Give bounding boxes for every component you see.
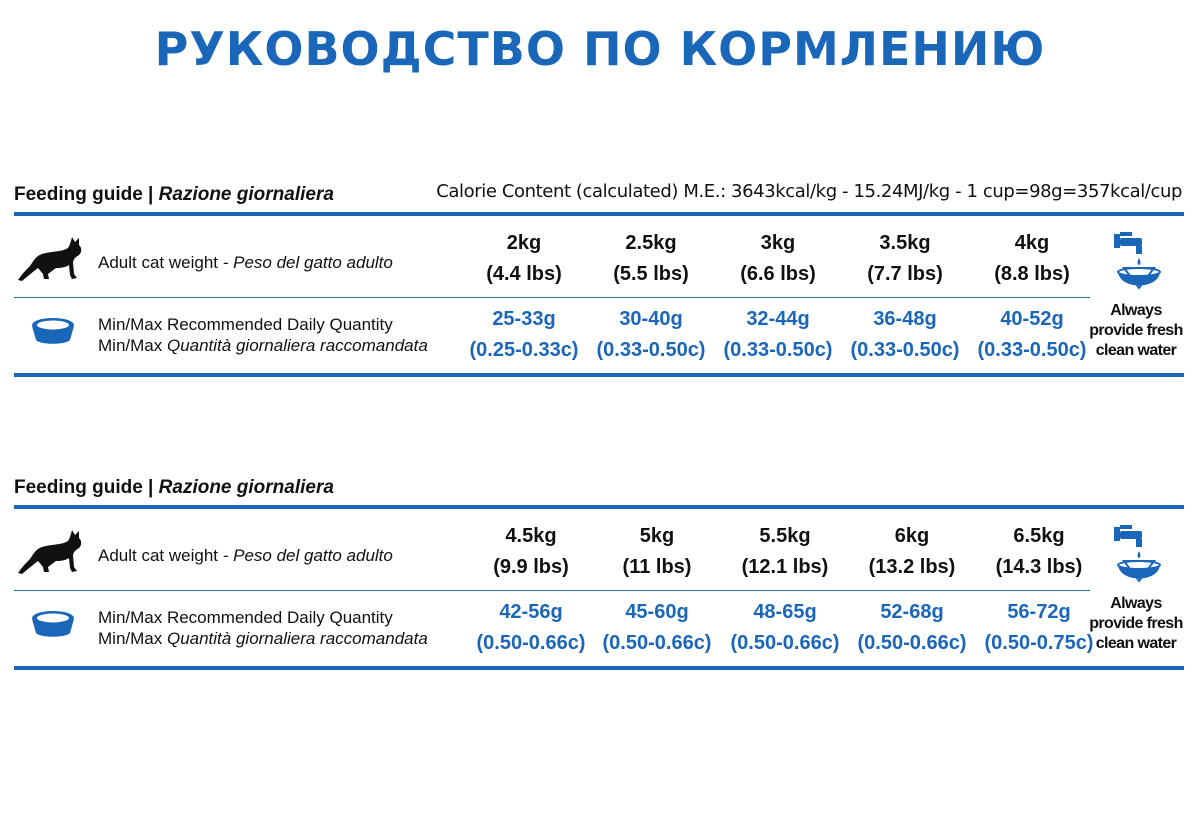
quantity-grams: 45-60g — [625, 601, 689, 623]
weight-cell — [850, 521, 974, 583]
water-line-3: clean water — [1095, 342, 1177, 359]
bottom-rule — [14, 373, 1184, 377]
weight-label — [98, 545, 393, 566]
quantity-label-it — [98, 335, 428, 356]
weight-cell — [595, 521, 719, 583]
weight-cell — [977, 521, 1101, 583]
water-line-1: Always — [1110, 595, 1162, 612]
food-bowl-icon — [30, 609, 76, 644]
quantity-cell — [977, 597, 1101, 659]
weight-kg: 5.5kg — [759, 525, 811, 547]
quantity-cell — [843, 304, 967, 366]
quantity-label — [98, 314, 428, 356]
weight-cell — [970, 228, 1094, 290]
row-separator — [14, 590, 1090, 591]
quantity-label-it-text: Quantità giornaliera raccomandata — [166, 336, 428, 355]
quantity-label-it-prefix: Min/Max — [98, 629, 167, 648]
quantity-label-it — [98, 628, 428, 649]
guide-title-bold: Feeding guide | — [14, 184, 159, 205]
quantity-label-it-prefix: Min/Max — [98, 336, 167, 355]
quantity-grams: 25-33g — [492, 308, 556, 330]
weight-kg: 2kg — [506, 232, 542, 254]
page-title: РУКОВОДСТВО ПО КОРМЛЕНИЮ — [154, 22, 1046, 76]
water-tap-bowl-icon — [1086, 521, 1186, 594]
quantity-cell — [716, 304, 840, 366]
guide-title — [14, 477, 334, 499]
top-rule — [14, 505, 1184, 509]
weight-lbs: (12.1 lbs) — [741, 556, 829, 578]
quantity-grams: 32-44g — [746, 308, 810, 330]
guide-title — [14, 184, 334, 206]
weight-cell — [589, 228, 713, 290]
water-note — [1086, 228, 1186, 361]
water-note — [1086, 521, 1186, 654]
weight-cell — [843, 228, 967, 290]
weight-label-it: - Peso del gatto adulto — [218, 546, 393, 565]
weight-kg: 3kg — [760, 232, 796, 254]
weight-cell — [462, 228, 586, 290]
row-separator — [14, 297, 1090, 298]
weight-lbs: (7.7 lbs) — [867, 263, 943, 285]
weight-cell — [469, 521, 593, 583]
weight-kg: 6.5kg — [1013, 525, 1065, 547]
quantity-cell — [595, 597, 719, 659]
weight-lbs: (13.2 lbs) — [868, 556, 956, 578]
quantity-cell — [970, 304, 1094, 366]
water-line-2: provide fresh — [1089, 322, 1183, 339]
weight-lbs: (5.5 lbs) — [613, 263, 689, 285]
weight-row — [14, 224, 1094, 298]
weight-kg: 5kg — [639, 525, 675, 547]
weight-lbs: (14.3 lbs) — [995, 556, 1083, 578]
quantity-label-en: Min/Max Recommended Daily Quantity — [98, 608, 393, 627]
quantity-cups: (0.50-0.66c) — [476, 632, 586, 654]
quantity-cups: (0.33-0.50c) — [977, 339, 1087, 361]
quantity-label — [98, 607, 428, 649]
weight-cell — [723, 521, 847, 583]
quantity-grams: 42-56g — [499, 601, 563, 623]
quantity-grams: 36-48g — [873, 308, 937, 330]
guide-title-italic: Razione giornaliera — [158, 477, 334, 498]
quantity-cups: (0.50-0.75c) — [984, 632, 1094, 654]
weight-lbs: (9.9 lbs) — [493, 556, 569, 578]
weight-kg: 4.5kg — [505, 525, 557, 547]
quantity-grams: 52-68g — [880, 601, 944, 623]
cat-silhouette-icon — [16, 234, 86, 287]
guide-title-italic: Razione giornaliera — [158, 184, 334, 205]
quantity-label-en: Min/Max Recommended Daily Quantity — [98, 315, 393, 334]
weight-row — [14, 517, 1094, 591]
quantity-cups: (0.50-0.66c) — [857, 632, 967, 654]
quantity-cell — [723, 597, 847, 659]
weight-kg: 2.5kg — [625, 232, 677, 254]
quantity-cell — [589, 304, 713, 366]
guide-title-bold: Feeding guide | — [14, 477, 159, 498]
guide-header — [14, 181, 1184, 214]
quantity-row — [14, 593, 1094, 667]
quantity-grams: 30-40g — [619, 308, 683, 330]
bottom-rule — [14, 666, 1184, 670]
quantity-grams: 56-72g — [1007, 601, 1071, 623]
water-line-2: provide fresh — [1089, 615, 1183, 632]
weight-lbs: (6.6 lbs) — [740, 263, 816, 285]
quantity-label-it-text: Quantità giornaliera raccomandata — [166, 629, 428, 648]
weight-kg: 6kg — [894, 525, 930, 547]
quantity-cups: (0.33-0.50c) — [596, 339, 706, 361]
water-tap-bowl-icon — [1086, 228, 1186, 301]
water-line-3: clean water — [1095, 635, 1177, 652]
quantity-cups: (0.50-0.66c) — [730, 632, 840, 654]
weight-lbs: (4.4 lbs) — [486, 263, 562, 285]
calorie-content: Calorie Content (calculated) M.E.: 3643kcal/kg - 15.24MJ/kg - 1 cup=98g=357kcal/cup — [436, 181, 1182, 202]
quantity-cups: (0.50-0.66c) — [602, 632, 712, 654]
quantity-cell — [850, 597, 974, 659]
weight-lbs: (11 lbs) — [622, 556, 692, 578]
quantity-cups: (0.33-0.50c) — [723, 339, 833, 361]
guide-header — [14, 477, 1184, 507]
weight-label-it: - Peso del gatto adulto — [218, 253, 393, 272]
weight-label — [98, 252, 393, 273]
weight-label-en: Adult cat weight — [98, 253, 219, 272]
water-line-1: Always — [1110, 302, 1162, 319]
quantity-cups: (0.25-0.33c) — [469, 339, 579, 361]
weight-lbs: (8.8 lbs) — [994, 263, 1070, 285]
quantity-cell — [462, 304, 586, 366]
top-rule — [14, 212, 1184, 216]
feeding-guide-2 — [14, 477, 1184, 654]
quantity-grams: 48-65g — [753, 601, 817, 623]
weight-cell — [716, 228, 840, 290]
feeding-guide-1 — [14, 181, 1184, 361]
weight-label-en: Adult cat weight — [98, 546, 219, 565]
quantity-grams: 40-52g — [1000, 308, 1064, 330]
quantity-cups: (0.33-0.50c) — [850, 339, 960, 361]
weight-kg: 3.5kg — [879, 232, 931, 254]
food-bowl-icon — [30, 316, 76, 351]
quantity-cell — [469, 597, 593, 659]
quantity-row — [14, 300, 1094, 374]
weight-kg: 4kg — [1014, 232, 1050, 254]
cat-silhouette-icon — [16, 527, 86, 580]
